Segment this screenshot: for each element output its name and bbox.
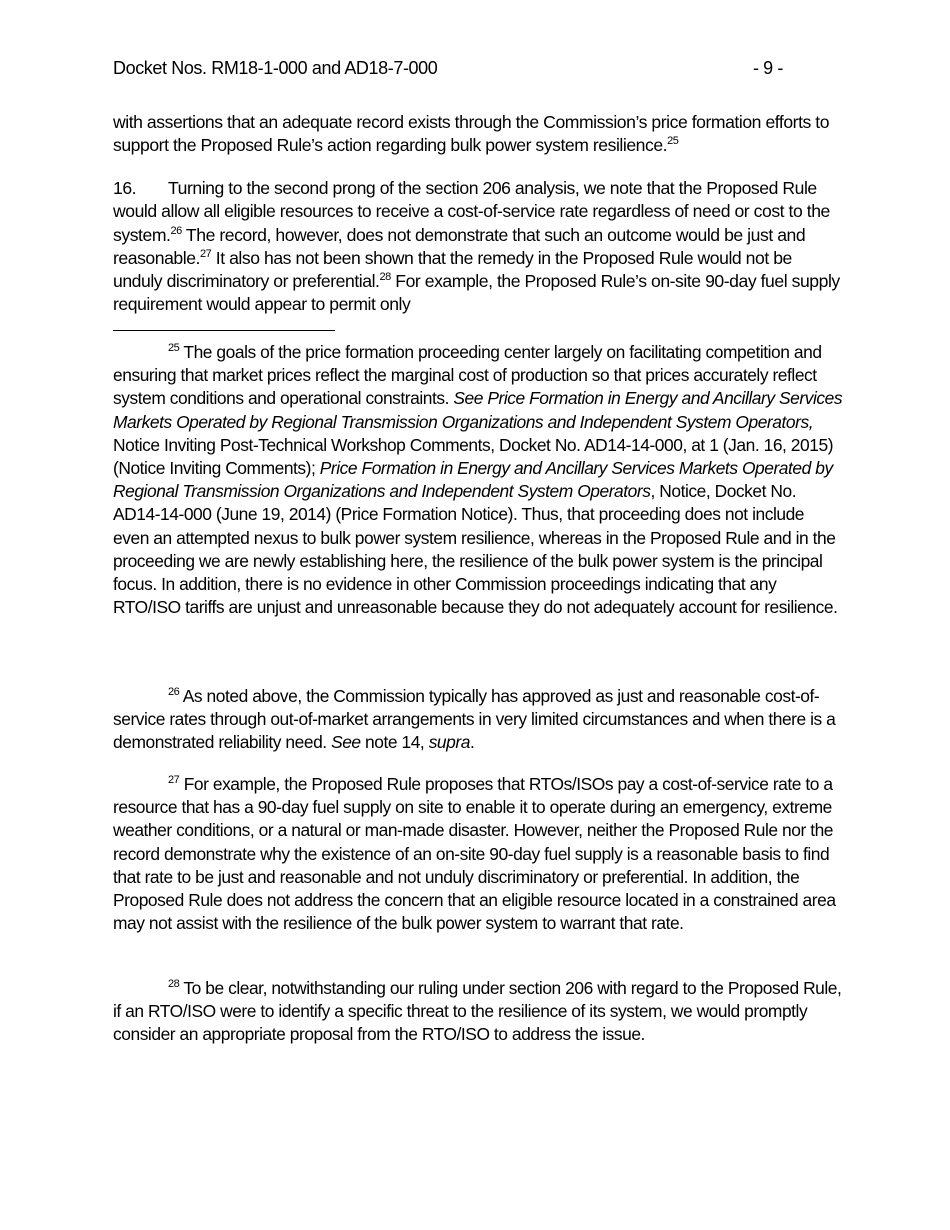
footnote-ref-25[interactable]: 25 (667, 135, 679, 148)
footnote-28 (113, 977, 843, 1047)
paragraph-text-part1: Turning to the second prong of the section 206 analysis, we note that the Proposed Rule would allow all eligible resources to receive a cost-of-service rate regardless of need or cost to the system. (113, 178, 830, 245)
footnote-number: 26 (168, 686, 180, 698)
signal-supra: supra (428, 732, 470, 753)
footnote-text: The goals of the price formation proceeding center largely on facilitating competition and ensuring that market prices reflect the marginal cost of production so that prices accurately reflect system conditions and operational constraints. (113, 342, 822, 409)
footnote-ref-26[interactable]: 26 (170, 224, 182, 237)
case-citation: See Price Formation in Energy and Ancillary Services Markets Operated by Regional Transmission Organizations and Independent System Operators, (113, 388, 843, 432)
paragraph-text-part3: It also has not been shown that the remedy in the Proposed Rule would not be unduly discriminatory or preferential. (113, 247, 792, 292)
paragraph-text-part2: The record, however, does not demonstrate that such an outcome would be just and reasonable. (113, 224, 806, 268)
footnote-text: As noted above, the Commission typically has approved as just and reasonable cost-of-service rates through out-of-market arrangements in very limited circumstances and when there is a demonstrated reliability need. (113, 686, 836, 753)
paragraph-16 (113, 177, 843, 317)
continuation-text: with assertions that an adequate record exists through the Commission’s price formation efforts to support the Proposed Rule’s action regarding bulk power system resilience. (113, 112, 830, 156)
footnote-27 (113, 773, 843, 935)
continuation-paragraph (113, 111, 843, 158)
footnote-25 (113, 341, 843, 619)
page-header (113, 57, 783, 79)
footnote-number: 25 (168, 342, 180, 354)
footnote-ref-28[interactable]: 28 (379, 271, 391, 284)
footnote-text: To be clear, notwithstanding our ruling under section 206 with regard to the Proposed Rule, if an RTO/ISO were to identify a specific threat to the resilience of its system, we would promptly consider an appropriate proposal from the RTO/ISO to address the issue. (113, 978, 842, 1045)
footnote-26 (113, 685, 843, 755)
case-citation: Price Formation in Energy and Ancillary Services Markets Operated by Regional Transmission Organizations and Independent System Operators (113, 458, 833, 502)
signal-see: See (331, 732, 361, 753)
footnote-ref-27[interactable]: 27 (200, 247, 212, 260)
docket-number: Docket Nos. RM18-1-000 and AD18-7-000 (113, 58, 438, 78)
footnote-number: 27 (168, 774, 180, 786)
footnote-text: Notice Inviting Post-Technical Workshop Comments, Docket No. AD14-14-000, at 1 (Jan. 16, 2015) (Notice Inviting Comments); (113, 434, 834, 479)
footnote-text: note 14, (360, 732, 429, 753)
footnote-text: , Notice, Docket No. AD14-14-000 (June 19, 2014) (Price Formation Notice). Thus, that proceeding does not include even an attempted nexus to bulk power system resilience, whereas in the Proposed Rule and in the proceeding we are newly establishing here, the resilience of the bulk power system is the principal focus. In addition, there is no evidence in other Commission proceedings indicating that any RTO/ISO tariffs are unjust and unreasonable because they do not adequately account for resilience. (113, 481, 838, 618)
footnote-text: For example, the Proposed Rule proposes that RTOs/ISOs pay a cost-of-service rate to a resource that has a 90-day fuel supply on site to enable it to operate during an emergency, extreme weather conditions, or a natural or man-made disaster. However, neither the Proposed Rule nor the record demonstrate why the existence of an on-site 90-day fuel supply is a reasonable basis to find that rate to be just and reasonable and not unduly discriminatory or preferential. In addition, the Proposed Rule does not address the concern that an eligible resource located in a constrained area may not assist with the resilience of the bulk power system to warrant that rate. (113, 774, 836, 934)
page-number: - 9 - (752, 58, 783, 78)
footnote-separator (113, 330, 335, 331)
paragraph-number: 16. (113, 178, 137, 198)
footnote-number: 28 (168, 978, 180, 990)
paragraph-text-part4: For example, the Proposed Rule’s on-site 90-day fuel supply requirement would appear to permit only (113, 271, 840, 315)
footnote-text: . (469, 732, 475, 753)
